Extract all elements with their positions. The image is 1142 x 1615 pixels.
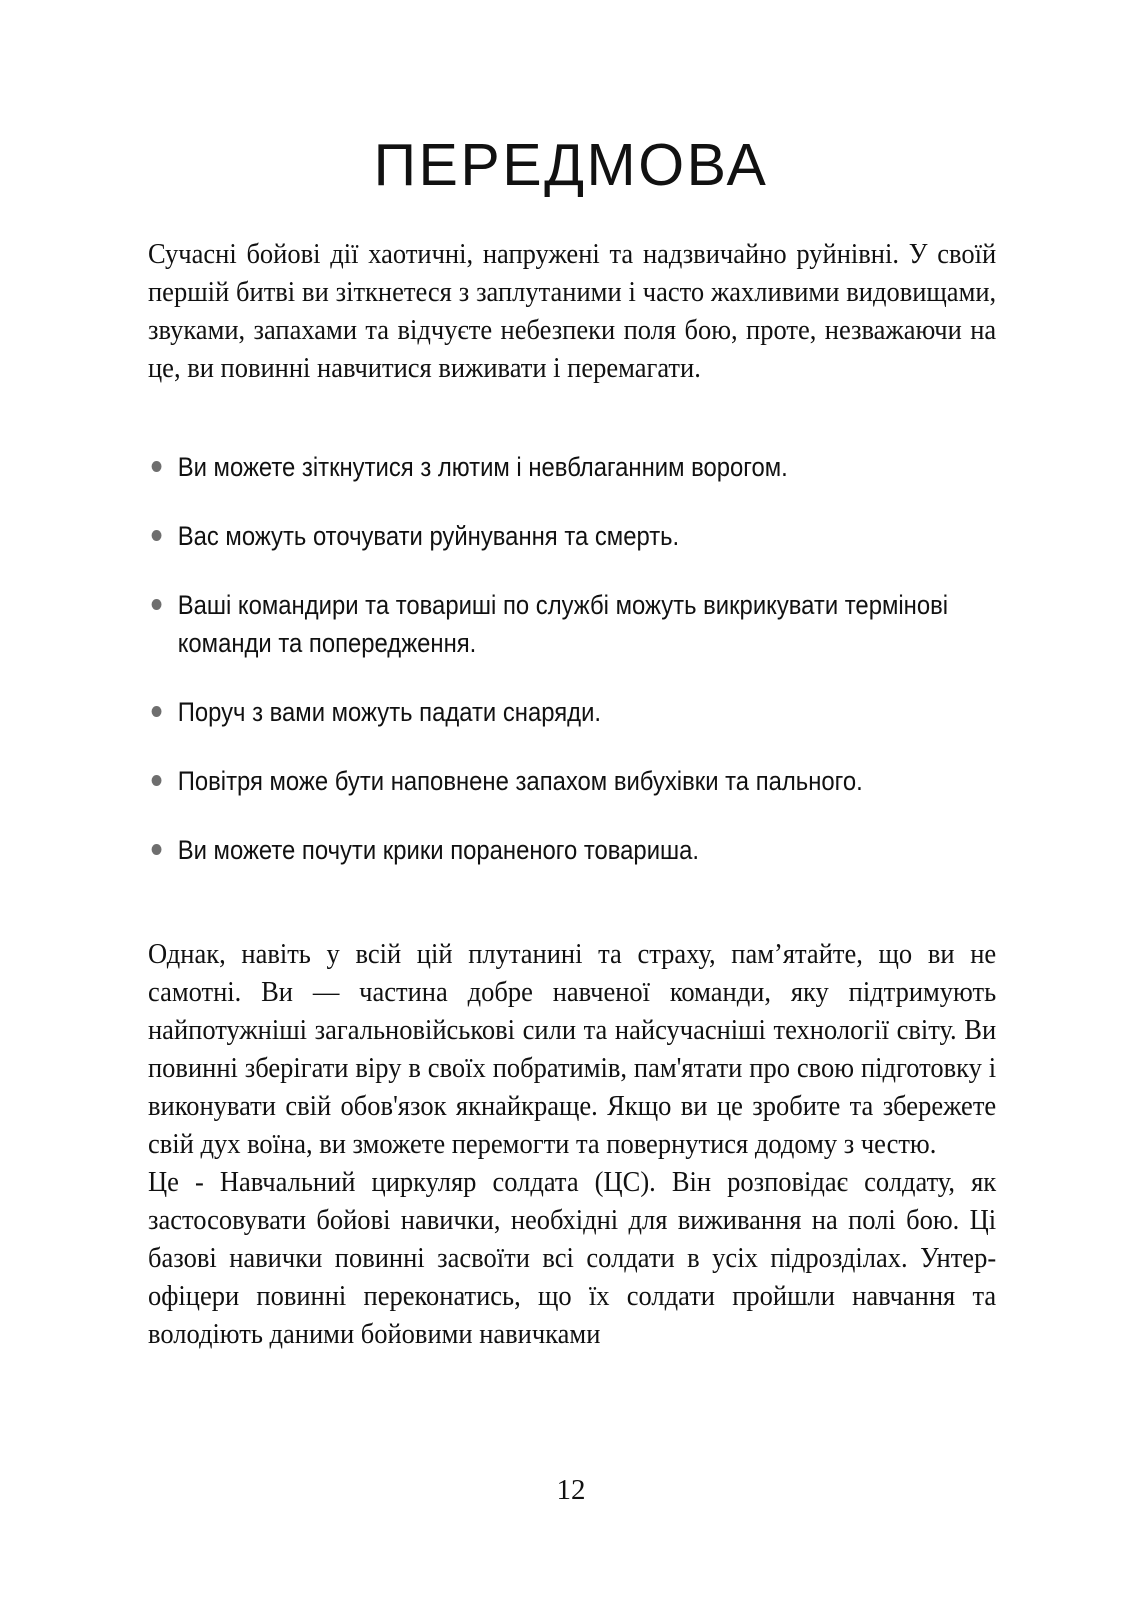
bullet-dot-icon — [152, 706, 162, 717]
closing-section — [148, 936, 996, 1354]
list-item-label: Вас можуть оточувати руйнування та смерть. — [177, 521, 680, 551]
list-item — [148, 448, 1024, 486]
list-item-label: Ваші командири та товариші по службі можуть викрикувати термінові команди та попередження. — [177, 590, 949, 658]
list-item-label: Повітря може бути наповнене запахом вибухівки та пального. — [177, 766, 863, 796]
page-title: ПЕРЕДМОВА — [373, 131, 769, 198]
closing-paragraph-1: Однак, навіть у всій цій плутанині та страху, пам’ятайте, що ви не самотні. Ви — частина добре навченої команди, яку підтримують найпотужніші загальновійськові сили та найсучасніші технології світу. Ви повинні зберігати віру в своїх побратимів, пам'ятати про свою підготовку і виконувати свій обов'язок якнайкраще. Якщо ви це зробите та збережете свій дух воїна, ви зможете перемогти та повернутися додому з честю. — [148, 939, 997, 1160]
list-item — [148, 586, 1024, 662]
list-item-label: Поруч з вами можуть падати снаряди. — [177, 697, 602, 727]
closing-paragraph-2: Це - Навчальний циркуляр солдата (ЦС). Він розповідає солдату, як застосовувати бойові навички, необхідні для виживання на полі бою. Ці базові навички повинні засвоїти всі солдати в усіх підрозділах. Унтер-офіцери повинні переконатись, що їх солдати пройшли навчання та володіють даними бойовими навичками — [148, 1167, 997, 1350]
bullet-dot-icon — [152, 530, 162, 541]
intro-paragraph: Сучасні бойові дії хаотичні, напружені та надзвичайно руйнівні. У своїй першій битві ви зіткнетеся з заплутаними і часто жахливими видовищами, звуками, запахами та відчуєте небезпеки поля бою, проте, незважаючи на це, ви повинні навчитися виживати і перемагати. — [148, 239, 997, 384]
document-body — [148, 236, 996, 1354]
list-item — [148, 762, 1024, 800]
list-item-label: Ви можете зіткнутися з лютим і невблаганним ворогом. — [177, 452, 788, 482]
hazard-bullet-list — [148, 448, 996, 869]
bullet-dot-icon — [152, 844, 162, 855]
list-item — [148, 517, 1024, 555]
bullet-dot-icon — [152, 461, 162, 472]
bullet-dot-icon — [152, 599, 162, 610]
list-item — [148, 831, 1024, 869]
list-item-label: Ви можете почути крики пораненого товариша. — [177, 835, 700, 865]
bullet-dot-icon — [152, 775, 162, 786]
list-item — [148, 693, 1024, 731]
page-number: 12 — [556, 1474, 586, 1506]
